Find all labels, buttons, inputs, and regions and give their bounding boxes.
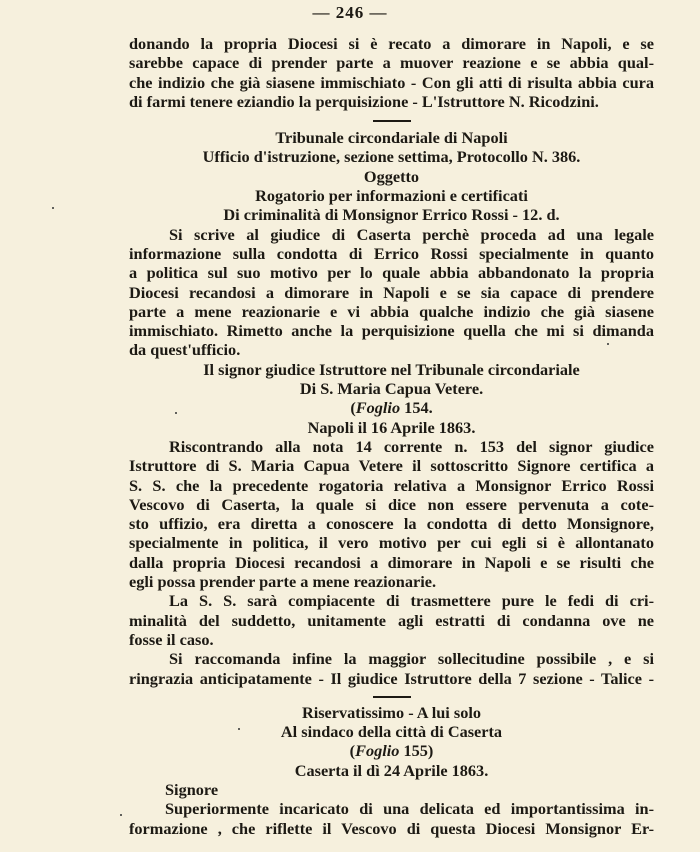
letter-tribunale [129,128,654,688]
text-line: Superiormente incaricato di una delicata ed importantissima in- [165,799,654,819]
letter-heading: Oggetto [363,166,420,186]
letter-heading: Rogatorio per informazioni e certificati [255,186,528,206]
text-line: a politica sul suo motivo per lo quale abbia abbandonato la propria [129,263,654,283]
salutation: Signore [165,779,219,799]
text-line: informazione sulla condotta di Errico Rossi specialmente in quanto [129,243,654,263]
text-line: dalla propria Diocesi recandosi a dimorare in Napoli e se risulti che [129,552,654,572]
folio-reference: (Foglio 155) [349,741,434,761]
addressee: Il signor giudice Istruttore nel Tribunale circondariale [203,359,580,379]
text-line: formazione , che riflette il Vescovo di questa Diocesi Monsignor Er- [129,818,654,838]
text-line: Diocesi recandosi a dimorare in Napoli e se sia capace di prendere [129,282,654,302]
scan-speck [607,343,609,345]
page-text [129,34,654,838]
text-line: Riscontrando alla nota 14 corrente n. 153 del signor giudice [169,436,654,456]
letter-heading: Riservatissimo - A lui solo [301,702,482,722]
text-line: Vescovo di Caserta, la quale si dice non essere pervenuta a cote- [129,494,654,514]
folio-number: 155 [403,741,428,761]
letter-heading: Di criminalità di Monsignor Errico Rossi - 12. d. [223,205,560,225]
section-divider [373,120,411,122]
letter-riservatissimo [129,703,654,838]
text-line: immischiato. Rimetto anche la perquisizione quella che mi si dimanda [129,321,654,341]
text-line: da quest'ufficio. [129,340,241,360]
text-line: Si scrive al giudice di Caserta perchè proceda ad una legale [169,224,654,244]
text-line: ringrazia anticipatamente - Il giudice Istruttore della 7 sezione - Talice - [129,668,654,688]
text-line: Istruttore di S. Maria Capua Vetere il sottoscritto Signore certifica a [129,456,654,476]
letter-heading: Tribunale circondariale di Napoli [275,128,508,148]
letter-heading: Al sindaco della città di Caserta [280,722,503,742]
text-line: sto uffizio, era diretta a conoscere la condotta di detto Monsignore, [129,514,654,534]
text-line: egli possa prender parte a mene reazionarie. [129,572,437,592]
scan-speck [52,207,54,209]
text-line: La S. S. sarà compiacente di trasmettere pure le fedi di cri- [169,591,654,611]
text-line: di farmi tenere eziandio la perquisizione - L'Istruttore N. Ricodzini. [129,91,599,111]
page-number: — 246 — [312,3,388,22]
text-line: minalità del suddetto, unitamente agli estratti di condanna ove ne [129,610,654,630]
text-line: specialmente in politica, il vero motivo per cui egli si è allontanato [129,533,654,553]
folio-word: Foglio [355,398,401,418]
letter-date: Caserta il dì 24 Aprile 1863. [294,760,489,780]
folio-reference: (Foglio 154. [350,398,433,418]
folio-number: 154. [404,398,433,418]
letter-heading: Ufficio d'istruzione, sezione settima, Protocollo N. 386. [202,147,581,167]
addressee: Di S. Maria Capua Vetere. [299,379,484,399]
scan-speck [120,814,122,816]
text-line: sarebbe capace di prender parte a muover reazione e se abbia qual- [129,53,654,73]
text-line: che indizio che già siasene immischiato - Con gli atti di risulta abbia cura [129,72,654,92]
section-divider [373,696,411,698]
folio-word: Foglio [355,741,400,761]
text-line: S. S. che la precedente rogatoria relativa a Monsignor Errico Rossi [129,475,654,495]
text-line: Si raccomanda infine la maggior sollecitudine possibile , e si [169,649,654,669]
text-line: parte a mene reazionarie e vi abbia qualche indizio che già siasene [129,301,654,321]
scan-speck [238,728,240,730]
text-line: donando la propria Diocesi si è recato a dimorare in Napoli, e se [129,34,654,53]
continuation-paragraph [129,34,654,111]
letter-date: Napoli il 16 Aprile 1863. [307,417,476,437]
text-line: fosse il caso. [129,629,214,649]
scan-speck [175,412,177,414]
